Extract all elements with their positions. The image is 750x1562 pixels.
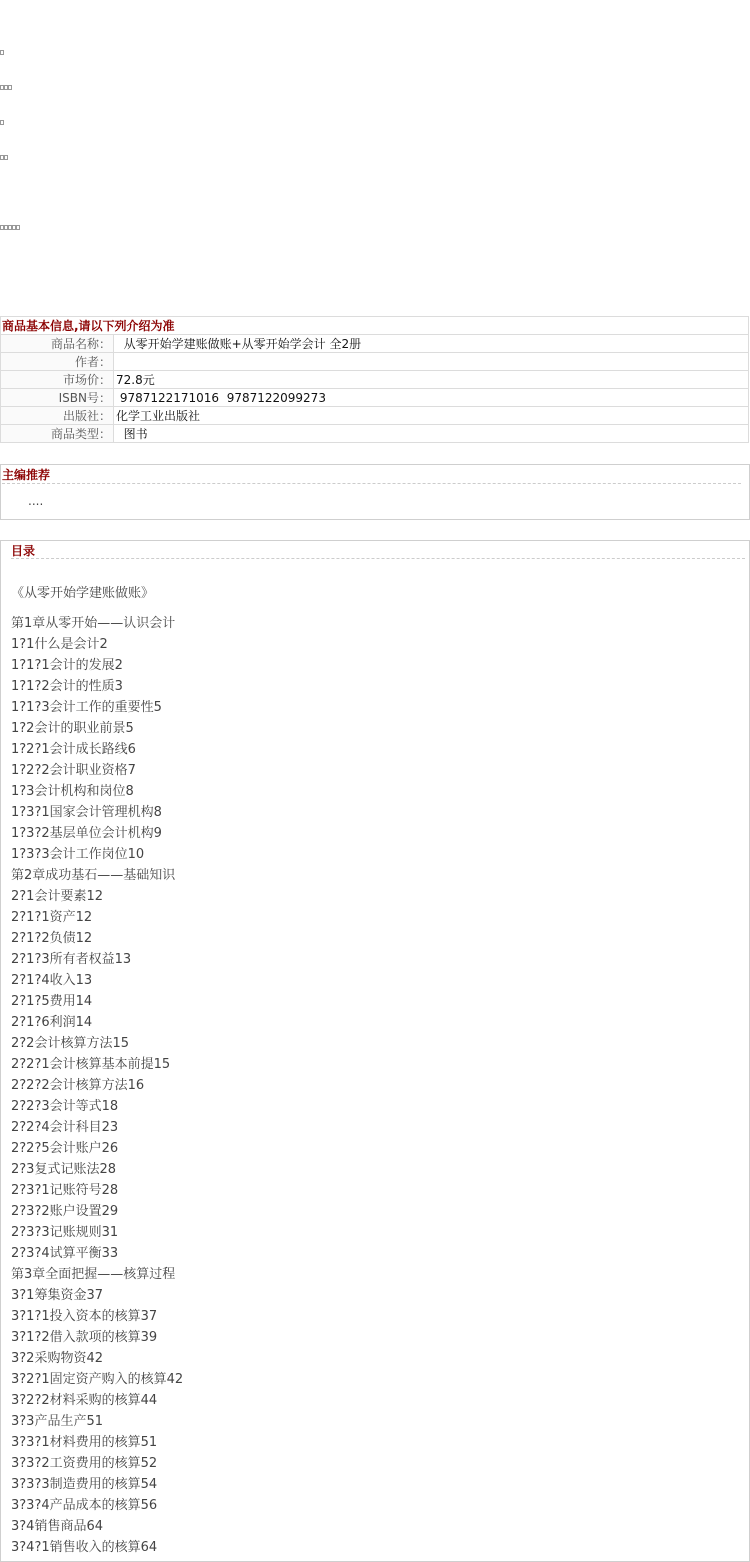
toc-entry: 1?2?2会计职业资格7 — [11, 763, 136, 778]
toc-entry: 3?4销售商品64 — [11, 1519, 103, 1534]
glyph-row — [0, 85, 12, 93]
toc-entry: 3?3?4产品成本的核算56 — [11, 1498, 158, 1513]
toc-entry: 3?1筹集资金37 — [11, 1288, 103, 1303]
glyph-row — [0, 120, 4, 128]
glyph-row — [0, 225, 20, 233]
toc-entry: 2?2?2会计核算方法16 — [11, 1078, 145, 1093]
toc-entry: 1?1?2会计的性质3 — [11, 679, 123, 694]
info-label: 作者： — [1, 353, 114, 371]
toc-entry: 2?2?1会计核算基本前提15 — [11, 1057, 171, 1072]
info-row — [1, 353, 749, 371]
info-label: 商品类型： — [1, 425, 114, 443]
info-header: 商品基本信息,请以下列介绍为准 — [1, 317, 749, 335]
toc-entry: 第2章成功基石——基础知识 — [11, 868, 176, 883]
toc-entry: 1?3?3会计工作岗位10 — [11, 847, 145, 862]
info-value: 72.8元 — [114, 371, 749, 389]
toc-entry: 3?1?1投入资本的核算37 — [11, 1309, 158, 1324]
glyph-row — [0, 155, 8, 163]
toc-entry: 1?3?2基层单位会计机构9 — [11, 826, 162, 841]
info-label: 出版社： — [1, 407, 114, 425]
toc-entry: 1?2?1会计成长路线6 — [11, 742, 136, 757]
toc-entry: 1?1?1会计的发展2 — [11, 658, 123, 673]
toc-entry: 2?2?3会计等式18 — [11, 1099, 119, 1114]
toc-entry: 1?3?1国家会计管理机构8 — [11, 805, 162, 820]
editor-recommendation — [0, 464, 750, 520]
toc-entry: 2?3?4试算平衡33 — [11, 1246, 119, 1261]
toc-entry: 3?1?2借入款项的核算39 — [11, 1330, 158, 1345]
toc-entry: 第3章全面把握——核算过程 — [11, 1267, 176, 1282]
missing-glyph-icon — [0, 50, 4, 55]
toc-entry: 3?2?2材料采购的核算44 — [11, 1393, 158, 1408]
toc-entry: 2?2会计核算方法15 — [11, 1036, 129, 1051]
info-row — [1, 425, 749, 443]
toc-entry: 3?3?1材料费用的核算51 — [11, 1435, 158, 1450]
toc-entry: 2?3?3记账规则31 — [11, 1225, 119, 1240]
info-label: 市场价： — [1, 371, 114, 389]
toc-entry: 2?1?6利润14 — [11, 1015, 93, 1030]
missing-glyph-icon — [0, 120, 4, 125]
divider — [2, 483, 741, 484]
info-row — [1, 389, 749, 407]
toc-entry: 2?3?2账户设置29 — [11, 1204, 119, 1219]
toc-entry: 1?1什么是会计2 — [11, 637, 108, 652]
toc-entry: 2?2?4会计科目23 — [11, 1120, 119, 1135]
toc-entry: 2?1?3所有者权益13 — [11, 952, 132, 967]
divider — [11, 558, 745, 559]
toc-entry: 1?1?3会计工作的重要性5 — [11, 700, 162, 715]
product-info-table — [0, 316, 749, 443]
toc-entry: 2?1会计要素12 — [11, 889, 103, 904]
toc-entry: 3?2采购物资42 — [11, 1351, 103, 1366]
missing-glyph-icon — [8, 85, 12, 90]
info-value: 图书 — [114, 425, 749, 443]
glyph-row — [0, 50, 4, 58]
toc-entry: 2?3?1记账符号28 — [11, 1183, 119, 1198]
missing-glyph-icon — [4, 155, 8, 160]
table-of-contents — [0, 540, 750, 1562]
info-row — [1, 407, 749, 425]
toc-entry: 2?1?2负债12 — [11, 931, 93, 946]
toc-entry: 3?3产品生产51 — [11, 1414, 103, 1429]
toc-entry: 2?2?5会计账户26 — [11, 1141, 119, 1156]
toc-entry: 3?3?3制造费用的核算54 — [11, 1477, 158, 1492]
toc-entry: 2?1?4收入13 — [11, 973, 93, 988]
toc-entry: 1?3会计机构和岗位8 — [11, 784, 134, 799]
missing-glyph-icon — [16, 225, 20, 230]
toc-entry: 3?3?2工资费用的核算52 — [11, 1456, 158, 1471]
info-value: 化学工业出版社 — [114, 407, 749, 425]
toc-entry: 2?1?5费用14 — [11, 994, 93, 1009]
toc-entry: 3?2?1固定资产购入的核算42 — [11, 1372, 184, 1387]
info-value: 从零开始学建账做账+从零开始学会计 全2册 — [114, 335, 749, 353]
toc-entry: 3?4?1销售收入的核算64 — [11, 1540, 158, 1555]
recommend-title: 主编推荐 — [2, 468, 51, 482]
toc-entry: 第1章从零开始——认识会计 — [11, 616, 176, 631]
toc-book-title: 《从零开始学建账做账》 — [11, 586, 155, 601]
info-row — [1, 335, 749, 353]
info-value — [114, 353, 749, 371]
recommend-text: .... — [28, 494, 44, 508]
toc-title: 目录 — [11, 544, 36, 558]
info-row — [1, 371, 749, 389]
info-label: 商品名称： — [1, 335, 114, 353]
info-label: ISBN号： — [1, 389, 114, 407]
toc-list — [11, 613, 183, 1558]
toc-entry: 2?3复式记账法28 — [11, 1162, 116, 1177]
info-value: 9787122171016 9787122099273 — [114, 389, 749, 407]
toc-entry: 2?1?1资产12 — [11, 910, 93, 925]
toc-entry: 1?2会计的职业前景5 — [11, 721, 134, 736]
